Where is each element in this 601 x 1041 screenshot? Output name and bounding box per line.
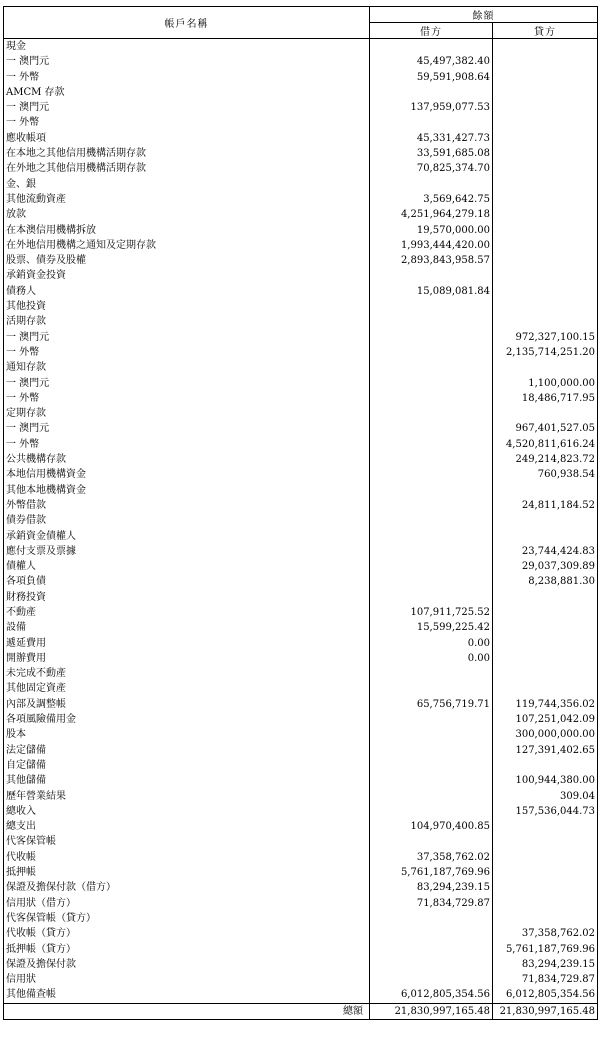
debit-cell [370,115,493,130]
account-name-cell: 其他備查帳 [4,987,370,1003]
debit-cell: 0.00 [370,636,493,651]
table-row [4,314,598,329]
credit-cell [493,207,598,222]
table-row [4,773,598,788]
debit-cell [370,299,493,314]
table-row [4,345,598,360]
debit-cell [370,406,493,421]
debit-cell [370,314,493,329]
table-row [4,406,598,421]
account-name-cell: 一 外幣 [4,391,370,406]
credit-cell [493,865,598,880]
credit-cell: 249,214,823.72 [493,452,598,467]
account-name-cell: 代收帳 [4,850,370,865]
debit-cell: 0.00 [370,651,493,666]
debit-cell: 6,012,805,354.56 [370,987,493,1003]
credit-cell: 4,520,811,616.24 [493,437,598,452]
credit-cell: 127,391,402.65 [493,743,598,758]
debit-cell: 15,089,081.84 [370,284,493,299]
table-row [4,299,598,314]
credit-cell [493,758,598,773]
credit-cell [493,161,598,176]
debit-cell: 137,959,077.53 [370,100,493,115]
account-name-cell: 保證及擔保付款（借方） [4,880,370,895]
table-row [4,651,598,666]
credit-cell: 157,536,044.73 [493,804,598,819]
account-name-cell: 總收入 [4,804,370,819]
table-row [4,789,598,804]
table-row [4,223,598,238]
table-row [4,712,598,727]
credit-cell [493,85,598,100]
debit-cell: 83,294,239.15 [370,880,493,895]
credit-cell [493,483,598,498]
account-name-cell: 定期存款 [4,406,370,421]
account-name-cell: 本地信用機構資金 [4,467,370,482]
credit-cell: 100,944,380.00 [493,773,598,788]
account-name-cell: 在外地之其他信用機構活期存款 [4,161,370,176]
table-row [4,85,598,100]
account-name-cell: 抵押帳 [4,865,370,880]
account-name-cell: 歷年營業結果 [4,789,370,804]
table-row [4,727,598,742]
debit-cell: 19,570,000.00 [370,223,493,238]
credit-cell [493,146,598,161]
account-name-cell: 代收帳（貸方） [4,926,370,941]
credit-cell [493,636,598,651]
debit-cell [370,529,493,544]
credit-cell [493,131,598,146]
debit-cell [370,483,493,498]
credit-cell [493,299,598,314]
account-name-cell: 一 澳門元 [4,330,370,345]
account-name-cell: 債券借款 [4,513,370,528]
table-row [4,330,598,345]
credit-cell: 24,811,184.52 [493,498,598,513]
total-label: 總額 [4,1003,370,1019]
table-row [4,865,598,880]
account-name-cell: 一 外幣 [4,345,370,360]
debit-cell: 4,251,964,279.18 [370,207,493,222]
account-name-cell: 財務投資 [4,590,370,605]
credit-cell: 83,294,239.15 [493,957,598,972]
account-name-cell: 在本澳信用機構拆放 [4,223,370,238]
account-rows [4,39,598,1004]
debit-cell [370,330,493,345]
account-name-header: 帳戶名稱 [4,7,370,39]
table-row [4,146,598,161]
table-row [4,100,598,115]
table-row [4,681,598,696]
account-name-cell: 保證及擔保付款 [4,957,370,972]
table-row [4,284,598,299]
account-name-cell: 放款 [4,207,370,222]
debit-cell [370,559,493,574]
trial-balance-table [3,6,598,1020]
debit-cell: 70,825,374.70 [370,161,493,176]
credit-cell [493,100,598,115]
debit-cell [370,773,493,788]
table-row [4,161,598,176]
debit-cell [370,437,493,452]
table-row [4,207,598,222]
account-name-cell: 不動產 [4,605,370,620]
credit-cell: 6,012,805,354.56 [493,987,598,1003]
credit-cell: 71,834,729.87 [493,972,598,987]
debit-cell: 3,569,642.75 [370,192,493,207]
debit-cell: 65,756,719.71 [370,697,493,712]
debit-cell: 15,599,225.42 [370,620,493,635]
debit-cell [370,942,493,957]
account-name-cell: 各項負債 [4,574,370,589]
credit-cell [493,177,598,192]
credit-cell [493,880,598,895]
table-row [4,819,598,834]
table-row [4,620,598,635]
credit-cell [493,70,598,85]
credit-cell: 119,744,356.02 [493,697,598,712]
credit-cell: 29,037,309.89 [493,559,598,574]
credit-cell [493,406,598,421]
table-row [4,926,598,941]
debit-cell: 1,993,444,420.00 [370,238,493,253]
debit-cell [370,712,493,727]
table-row [4,131,598,146]
debit-cell: 33,591,685.08 [370,146,493,161]
debit-cell [370,574,493,589]
table-row [4,605,598,620]
table-row [4,467,598,482]
debit-cell: 104,970,400.85 [370,819,493,834]
account-name-cell: 公共機構存款 [4,452,370,467]
credit-cell: 37,358,762.02 [493,926,598,941]
debit-cell [370,681,493,696]
account-name-cell: 一 澳門元 [4,376,370,391]
debit-cell [370,376,493,391]
credit-cell [493,238,598,253]
debit-cell: 107,911,725.52 [370,605,493,620]
credit-cell [493,605,598,620]
account-name-cell: 遞延費用 [4,636,370,651]
table-row [4,636,598,651]
credit-cell [493,896,598,911]
account-name-cell: 總支出 [4,819,370,834]
credit-cell: 18,486,717.95 [493,391,598,406]
account-name-cell: 在外地信用機構之通知及定期存款 [4,238,370,253]
debit-cell [370,666,493,681]
credit-cell [493,666,598,681]
credit-cell: 2,135,714,251.20 [493,345,598,360]
table-row [4,483,598,498]
debit-cell [370,39,493,55]
credit-cell: 107,251,042.09 [493,712,598,727]
debit-cell [370,85,493,100]
table-row [4,177,598,192]
table-row [4,666,598,681]
credit-cell: 5,761,187,769.96 [493,942,598,957]
account-name-cell: 其他儲備 [4,773,370,788]
credit-cell [493,268,598,283]
account-name-cell: 抵押帳（貸方） [4,942,370,957]
account-name-cell: 股本 [4,727,370,742]
account-name-cell: 內部及調整帳 [4,697,370,712]
account-name-cell: 各項風險備用金 [4,712,370,727]
account-name-cell: 承銷資金投資 [4,268,370,283]
account-name-cell: 其他投資 [4,299,370,314]
table-row [4,360,598,375]
account-name-cell: 現金 [4,39,370,55]
credit-cell [493,911,598,926]
account-name-cell: 股票、債券及股權 [4,253,370,268]
credit-cell [493,819,598,834]
account-name-cell: 信用狀（借方） [4,896,370,911]
credit-header: 貸方 [493,23,598,39]
table-row [4,376,598,391]
table-row [4,743,598,758]
debit-cell [370,957,493,972]
credit-cell: 1,100,000.00 [493,376,598,391]
total-credit: 21,830,997,165.48 [493,1003,598,1019]
account-name-cell: 代客保管帳 [4,834,370,849]
table-row [4,896,598,911]
debit-header: 借方 [370,23,493,39]
table-row [4,238,598,253]
table-row [4,987,598,1003]
credit-cell [493,314,598,329]
total-row [4,1003,598,1019]
credit-cell [493,651,598,666]
account-name-cell: 一 澳門元 [4,421,370,436]
account-name-cell: 一 外幣 [4,437,370,452]
credit-cell: 972,327,100.15 [493,330,598,345]
table-row [4,54,598,69]
debit-cell [370,421,493,436]
account-name-cell: 外幣借款 [4,498,370,513]
balance-header: 餘額 [370,7,598,23]
table-row [4,268,598,283]
account-name-cell: 未完成不動產 [4,666,370,681]
table-row [4,574,598,589]
table-row [4,972,598,987]
table-row [4,544,598,559]
debit-cell [370,498,493,513]
debit-cell: 45,497,382.40 [370,54,493,69]
credit-cell [493,223,598,238]
account-name-cell: 債務人 [4,284,370,299]
total-debit: 21,830,997,165.48 [370,1003,493,1019]
table-row [4,192,598,207]
credit-cell [493,620,598,635]
credit-cell [493,115,598,130]
debit-cell [370,804,493,819]
account-name-cell: 在本地之其他信用機構活期存款 [4,146,370,161]
credit-cell [493,253,598,268]
credit-cell: 23,744,424.83 [493,544,598,559]
table-row [4,957,598,972]
table-row [4,253,598,268]
debit-cell [370,544,493,559]
account-name-cell: 一 澳門元 [4,54,370,69]
account-name-cell: 其他流動資產 [4,192,370,207]
account-name-cell: 通知存款 [4,360,370,375]
table-row [4,559,598,574]
table-row [4,697,598,712]
account-name-cell: 債權人 [4,559,370,574]
table-row [4,437,598,452]
table-row [4,850,598,865]
account-name-cell: 代客保管帳（貸方） [4,911,370,926]
account-name-cell: 其他固定資產 [4,681,370,696]
debit-cell [370,834,493,849]
credit-cell [493,192,598,207]
debit-cell [370,177,493,192]
credit-cell: 309.04 [493,789,598,804]
debit-cell [370,452,493,467]
credit-cell [493,834,598,849]
credit-cell: 300,000,000.00 [493,727,598,742]
debit-cell: 71,834,729.87 [370,896,493,911]
debit-cell [370,758,493,773]
credit-cell [493,529,598,544]
table-row [4,942,598,957]
account-name-cell: 開辦費用 [4,651,370,666]
table-row [4,880,598,895]
debit-cell [370,789,493,804]
credit-cell [493,54,598,69]
debit-cell [370,345,493,360]
debit-cell [370,727,493,742]
account-name-cell: 自定儲備 [4,758,370,773]
debit-cell [370,467,493,482]
debit-cell [370,590,493,605]
table-row [4,498,598,513]
account-name-cell: 應收帳項 [4,131,370,146]
credit-cell: 967,401,527.05 [493,421,598,436]
debit-cell [370,911,493,926]
table-row [4,513,598,528]
account-name-cell: 一 外幣 [4,115,370,130]
debit-cell [370,513,493,528]
table-row [4,911,598,926]
credit-cell [493,681,598,696]
account-name-cell: 法定儲備 [4,743,370,758]
table-row [4,834,598,849]
table-row [4,391,598,406]
credit-cell [493,284,598,299]
credit-cell [493,850,598,865]
debit-cell [370,926,493,941]
credit-cell [493,590,598,605]
debit-cell: 5,761,187,769.96 [370,865,493,880]
debit-cell [370,391,493,406]
table-row [4,115,598,130]
table-row [4,758,598,773]
account-name-cell: 一 澳門元 [4,100,370,115]
table-row [4,70,598,85]
account-name-cell: 設備 [4,620,370,635]
credit-cell [493,360,598,375]
account-name-cell: 應付支票及票據 [4,544,370,559]
debit-cell [370,743,493,758]
table-row [4,804,598,819]
account-name-cell: 其他本地機構資金 [4,483,370,498]
credit-cell [493,513,598,528]
account-name-cell: AMCM 存款 [4,85,370,100]
account-name-cell: 信用狀 [4,972,370,987]
table-row [4,529,598,544]
debit-cell: 37,358,762.02 [370,850,493,865]
credit-cell [493,39,598,55]
debit-cell [370,360,493,375]
debit-cell: 45,331,427.73 [370,131,493,146]
debit-cell: 2,893,843,958.57 [370,253,493,268]
account-name-cell: 金、銀 [4,177,370,192]
account-name-cell: 承銷資金債權人 [4,529,370,544]
account-name-cell: 一 外幣 [4,70,370,85]
credit-cell: 8,238,881.30 [493,574,598,589]
debit-cell [370,268,493,283]
table-row [4,452,598,467]
table-row [4,421,598,436]
account-name-cell: 活期存款 [4,314,370,329]
table-row [4,39,598,55]
debit-cell [370,972,493,987]
debit-cell: 59,591,908.64 [370,70,493,85]
credit-cell: 760,938.54 [493,467,598,482]
table-row [4,590,598,605]
